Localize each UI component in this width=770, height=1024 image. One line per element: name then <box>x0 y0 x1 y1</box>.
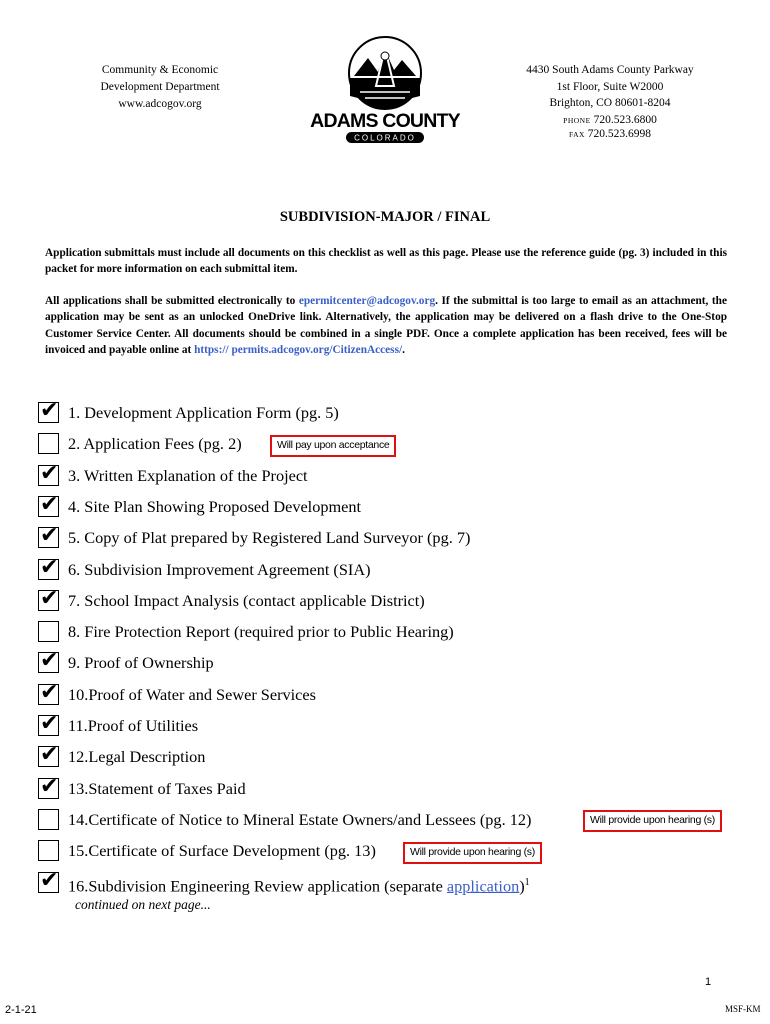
checkbox[interactable] <box>38 433 59 454</box>
item-text: 10.Proof of Water and Sewer Services <box>68 684 316 704</box>
fax-label: FAX <box>568 130 585 139</box>
checkmark-icon: ✔ <box>40 460 59 486</box>
checklist-item-label <box>68 463 308 489</box>
submission-text-2: . If the submittal is too large to email as an attachment, the application may be sent as an unlocked OneDrive link. Alternatively, the application may be delivered on a flash drive to the One-Stop Customer Service Center. All documents should be combined in a single PDF. Once a complete application has been received, fees will be invoiced and payable online at <box>45 295 727 357</box>
footnote-marker: 1 <box>524 876 530 888</box>
checklist-item-label <box>68 650 214 676</box>
submission-text-3: . <box>402 344 405 357</box>
item-text: 11.Proof of Utilities <box>68 716 199 735</box>
checkmark-icon: ✔ <box>40 491 59 517</box>
checklist-item-label <box>68 838 376 864</box>
adams-county-logo <box>310 36 460 144</box>
checklist-item <box>38 838 758 866</box>
form-code: MSF-KM <box>725 1004 761 1014</box>
checklist-item-label <box>68 588 425 614</box>
checkbox[interactable] <box>38 773 59 799</box>
checklist-item <box>38 585 758 616</box>
revision-date: 2-1-21 <box>5 1004 37 1016</box>
checkmark-icon: ✔ <box>40 867 59 893</box>
checklist-item-label <box>68 494 361 520</box>
item-text: 5. Copy of Plat prepared by Registered Land Surveyor (pg. 7) <box>68 528 471 548</box>
phone-number: 720.523.6800 <box>593 113 657 126</box>
checklist-item <box>38 744 758 772</box>
department-block <box>70 62 250 113</box>
logo-state: COLORADO <box>354 133 416 143</box>
checkmark-icon: ✔ <box>40 742 59 768</box>
email-link[interactable]: epermitcenter@adcogov.org <box>298 295 436 307</box>
checklist-item-label <box>68 807 531 833</box>
item-text: 1. Development Application Form (pg. 5) <box>68 403 339 422</box>
address-line3: Brighton, CO 80601-8204 <box>549 97 671 109</box>
item-text: 4. Site Plan Showing Proposed Development <box>68 496 362 516</box>
checklist-item-label <box>68 525 470 551</box>
checklist-item-label <box>68 557 371 583</box>
checkbox[interactable] <box>38 491 59 517</box>
checklist-item <box>38 619 758 647</box>
checklist-item-label <box>68 744 205 770</box>
website: www.adcogov.org <box>118 98 202 110</box>
checklist-item <box>38 525 758 553</box>
checkbox[interactable] <box>38 742 59 768</box>
checklist-item <box>38 460 758 491</box>
checkmark-icon: ✔ <box>40 679 59 705</box>
item-text: 16.Subdivision Engineering Review application (separate <box>68 875 447 895</box>
item-text: 14.Certificate of Notice to Mineral Estate Owners/and Lessees (pg. 12) <box>68 809 532 829</box>
item-text: 15.Certificate of Surface Development (pg. 13) <box>68 841 376 861</box>
checkbox[interactable] <box>38 523 59 549</box>
address-block <box>510 62 710 144</box>
annotation-note: Will provide upon hearing (s) <box>403 842 542 864</box>
checklist-item <box>38 807 758 835</box>
checkbox[interactable] <box>38 648 59 674</box>
checklist-item <box>38 773 758 804</box>
page-title: SUBDIVISION-MAJOR / FINAL <box>279 209 491 225</box>
checkmark-icon: ✔ <box>40 773 59 799</box>
fax-line <box>510 126 710 144</box>
checkmark-icon: ✔ <box>40 554 59 580</box>
checklist-item <box>38 713 758 741</box>
checkbox[interactable] <box>38 840 59 861</box>
continued-note: continued on next page... <box>75 897 211 912</box>
checkbox[interactable] <box>38 809 59 830</box>
checkbox[interactable] <box>38 867 59 893</box>
item-text: 6. Subdivision Improvement Agreement (SIA) <box>68 559 371 579</box>
checkbox[interactable] <box>38 554 59 580</box>
checklist-item-label <box>68 400 339 426</box>
submission-paragraph <box>45 293 727 359</box>
checkbox[interactable] <box>38 460 59 486</box>
checklist-item <box>38 650 758 678</box>
checklist-item <box>38 867 758 898</box>
item-text: 2. Application Fees (pg. 2) <box>68 434 242 454</box>
checkmark-icon: ✔ <box>40 398 59 423</box>
item-text: 13.Statement of Taxes Paid <box>68 778 246 798</box>
checkmark-icon: ✔ <box>40 711 59 736</box>
checkbox[interactable] <box>38 679 59 705</box>
application-link[interactable]: application <box>446 875 520 895</box>
checklist-item-label <box>68 682 316 708</box>
address-line1: 4430 South Adams County Parkway <box>526 64 694 76</box>
checklist-item-label <box>68 776 246 802</box>
checklist-item <box>38 400 758 428</box>
logo-name: ADAMS COUNTY <box>310 110 460 132</box>
item-text: 7. School Impact Analysis (contact applicable District) <box>68 590 425 610</box>
page-number: 1 <box>705 976 712 988</box>
citizen-access-link[interactable]: https:// permits.adcogov.org/CitizenAccess/ <box>194 344 403 357</box>
checklist-item-label <box>68 619 454 645</box>
checklist-item <box>38 554 758 585</box>
item-text: 9. Proof of Ownership <box>68 653 214 673</box>
checklist-item <box>38 431 758 459</box>
annotation-note: Will pay upon acceptance <box>270 435 396 457</box>
intro-paragraph: Application submittals must include all documents on this checklist as well as this page. Please use the reference guide (pg. 3) included in this packet for more information on each submittal item. <box>45 247 727 276</box>
checklist-item-label <box>68 713 198 739</box>
item-text: 12.Legal Description <box>68 747 206 767</box>
checklist-item-label <box>68 431 242 457</box>
checklist-item-label <box>68 870 530 899</box>
fax-number: 720.523.6998 <box>587 128 652 140</box>
item-text: 3. Written Explanation of the Project <box>68 465 308 485</box>
annotation-note: Will provide upon hearing (s) <box>583 810 722 832</box>
checkmark-icon: ✔ <box>40 523 59 549</box>
checkmark-icon: ✔ <box>40 648 59 674</box>
submission-text-1: All applications shall be submitted electronically to <box>45 295 299 307</box>
checkbox[interactable] <box>38 398 59 423</box>
address-line2: 1st Floor, Suite W2000 <box>556 80 664 93</box>
checkbox[interactable] <box>38 621 59 642</box>
checkbox[interactable] <box>38 585 59 611</box>
checkbox[interactable] <box>38 711 59 736</box>
checklist-item <box>38 491 758 522</box>
item-suffix: ) <box>519 875 525 895</box>
department-name-line2: Development Department <box>100 81 220 93</box>
checkmark-icon: ✔ <box>40 585 59 611</box>
item-text: 8. Fire Protection Report (required prior to Public Hearing) <box>68 622 454 642</box>
checklist-item <box>38 679 758 710</box>
department-name-line1: Community & Economic <box>101 64 219 76</box>
phone-label: PHONE <box>563 115 591 125</box>
